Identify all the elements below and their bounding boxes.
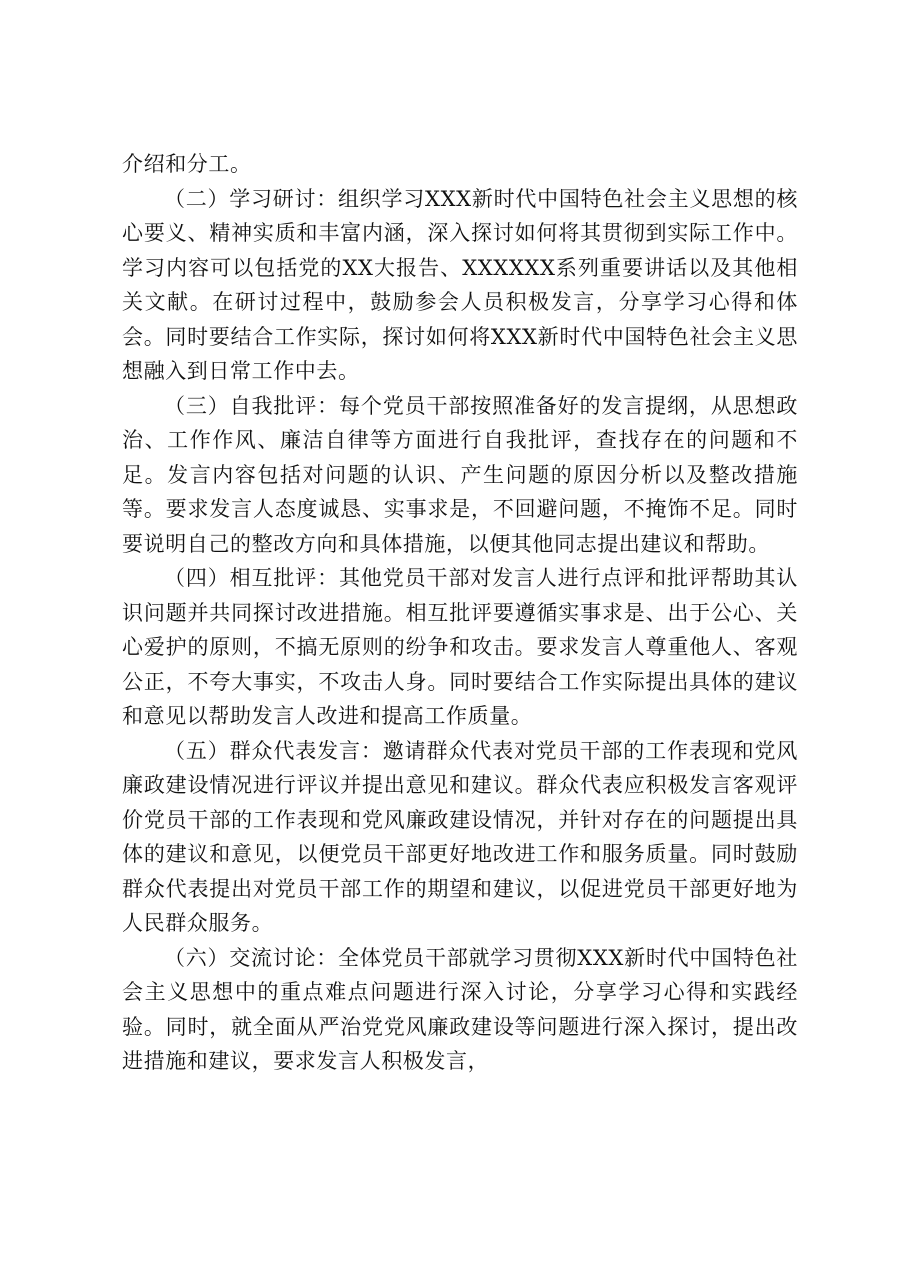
paragraph-exchange-discussion: （六）交流讨论：全体党员干部就学习贯彻XXX新时代中国特色社会主义思想中的重点难点问题进行深入讨论，分享学习心得和实践经验。同时，就全面从严治党党风廉政建设等问题进行深入探讨，提出改进措施和建议，要求发言人积极发言，: [122, 945, 798, 1073]
paragraph-continuation: 介绍和分工。: [122, 152, 252, 176]
paragraph-mutual-criticism: （四）相互批评：其他党员干部对发言人进行点评和批评帮助其认识问题并共同探讨改进措施。相互批评要遵循实事求是、出于公心、关心爱护的原则，不搞无原则的纷争和攻击。要求发言人尊重他人、客观公正，不夸大事实，不攻击人身。同时要结合工作实际提出具体的建议和意见以帮助发言人改进和提高工作质量。: [122, 566, 798, 728]
paragraph-public-representatives: （五）群众代表发言：邀请群众代表对党员干部的工作表现和党风廉政建设情况进行评议并提出意见和建议。群众代表应积极发言客观评价党员干部的工作表现和党风廉政建设情况，并针对存在的问题提出具体的建议和意见，以便党员干部更好地改进工作和服务质量。同时鼓励群众代表提出对党员干部工作的期望和建议，以促进党员干部更好地为人民群众服务。: [122, 738, 798, 935]
document-body: [122, 147, 798, 1079]
paragraph-study-discussion: （二）学习研讨：组织学习XXX新时代中国特色社会主义思想的核心要义、精神实质和丰富内涵，深入探讨如何将其贯彻到实际工作中。学习内容可以包括党的XX大报告、XXXXXX系列重要讲话以及其他相关文献。在研讨过程中，鼓励参会人员积极发言，分享学习心得和体会。同时要结合工作实际，探讨如何将XXX新时代中国特色社会主义思想融入到日常工作中去。: [122, 186, 798, 383]
paragraph-self-criticism: （三）自我批评：每个党员干部按照准备好的发言提纲，从思想政治、工作作风、廉洁自律等方面进行自我批评，查找存在的问题和不足。发言内容包括对问题的认识、产生问题的原因分析以及整改措施等。要求发言人态度诚恳、实事求是，不回避问题，不掩饰不足。同时要说明自己的整改方向和具体措施，以便其他同志提出建议和帮助。: [122, 393, 798, 556]
